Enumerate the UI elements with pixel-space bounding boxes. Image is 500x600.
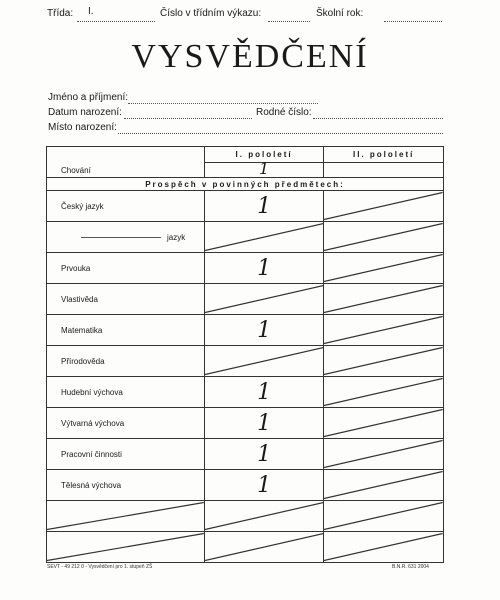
- grade-first-term[interactable]: [204, 222, 324, 253]
- grade-value: 1: [257, 193, 272, 219]
- birth-place-field[interactable]: [118, 133, 443, 134]
- grade-second-term[interactable]: [324, 532, 444, 563]
- subject-label-cell: [47, 501, 205, 532]
- language-blank[interactable]: [81, 237, 161, 238]
- grade-first-term[interactable]: [204, 439, 324, 470]
- strike-line: [324, 408, 443, 438]
- header-row: [47, 147, 444, 163]
- strike-line: [205, 501, 324, 531]
- subject-row: [47, 408, 444, 439]
- subject-label: jazyk: [167, 232, 186, 242]
- grade-second-term[interactable]: [324, 501, 444, 532]
- footer-right: B.N.R. 631 2004: [392, 564, 429, 570]
- section-title: Prospěch v povinných předmětech:: [47, 178, 444, 191]
- first-term-header: I. pololetí: [204, 147, 324, 163]
- grade-first-term[interactable]: [204, 315, 324, 346]
- strike-line: [324, 346, 443, 376]
- subject-label: Matematika: [61, 325, 103, 335]
- grade-second-term[interactable]: [324, 191, 444, 222]
- school-year-field[interactable]: [384, 21, 442, 22]
- strike-line: [324, 191, 443, 221]
- birth-date-field[interactable]: [124, 118, 252, 119]
- birth-date-label: Datum narození:: [48, 107, 122, 118]
- grade-first-term[interactable]: [204, 346, 324, 377]
- subject-row: [47, 253, 444, 284]
- strike-line: [205, 284, 324, 314]
- grade-second-term[interactable]: [324, 470, 444, 501]
- class-value: I.: [88, 6, 94, 17]
- grade-first-term[interactable]: [204, 501, 324, 532]
- class-label: Třída:: [47, 8, 74, 19]
- grade-value: 1: [257, 410, 272, 436]
- strike-line: [205, 346, 324, 376]
- grade-value: 1: [257, 255, 272, 281]
- strike-line: [205, 222, 324, 252]
- subject-label: Pracovní činnosti: [61, 449, 122, 459]
- strike-line: [324, 470, 443, 500]
- subject-label: Český jazyk: [61, 201, 104, 211]
- birth-place-label: Místo narození:: [48, 122, 117, 133]
- grade-first-term[interactable]: [204, 191, 324, 222]
- name-field[interactable]: [128, 103, 318, 104]
- grade-first-term[interactable]: [204, 284, 324, 315]
- behavior-grade: 1: [259, 159, 270, 179]
- subject-row: [47, 284, 444, 315]
- strike-line: [47, 532, 204, 562]
- subject-label: Hudební výchova: [61, 387, 123, 397]
- grade-first-term[interactable]: [204, 253, 324, 284]
- document-title: VYSVĚDČENÍ: [131, 38, 369, 75]
- subject-label-cell: [47, 315, 205, 346]
- subject-row: [47, 222, 444, 253]
- grades-table: [46, 146, 444, 563]
- strike-line: [324, 284, 443, 314]
- grade-second-term[interactable]: [324, 377, 444, 408]
- behavior-grade-second[interactable]: [324, 162, 444, 178]
- name-label: Jméno a příjmení:: [48, 92, 129, 103]
- grade-second-term[interactable]: [324, 222, 444, 253]
- subject-label-cell: [47, 346, 205, 377]
- birth-number-label: Rodné číslo:: [256, 107, 312, 118]
- subject-label: Výtvarná výchova: [61, 418, 125, 428]
- strike-line: [324, 315, 443, 345]
- subject-label-cell: [47, 284, 205, 315]
- grade-value: 1: [257, 317, 272, 343]
- subject-label: Přírodověda: [61, 356, 105, 366]
- strike-line: [324, 222, 443, 252]
- grade-second-term[interactable]: [324, 315, 444, 346]
- grade-first-term[interactable]: [204, 470, 324, 501]
- subject-label-cell: [47, 377, 205, 408]
- strike-line: [324, 377, 443, 407]
- behavior-grade-first[interactable]: [204, 159, 324, 179]
- grade-value: 1: [257, 441, 272, 467]
- subject-row: [47, 191, 444, 222]
- strike-line: [324, 439, 443, 469]
- subject-label-cell: [47, 439, 205, 470]
- section-row: [47, 178, 444, 191]
- footer-left: SEVT - 49 212 0 - Vysvědčení pro 1. stupeň ZŠ: [47, 564, 153, 570]
- strike-line: [324, 253, 443, 283]
- grade-first-term[interactable]: [204, 532, 324, 563]
- subject-label: Vlastivěda: [61, 294, 98, 304]
- grade-value: 1: [257, 472, 272, 498]
- subject-label: Prvouka: [61, 263, 91, 273]
- birth-number-field[interactable]: [313, 118, 443, 119]
- grade-second-term[interactable]: [324, 346, 444, 377]
- subject-row: [47, 501, 444, 532]
- second-term-header: II. pololetí: [324, 147, 444, 163]
- subject-row: [47, 377, 444, 408]
- subject-row: [47, 439, 444, 470]
- subject-row: [47, 470, 444, 501]
- grade-second-term[interactable]: [324, 253, 444, 284]
- strike-line: [324, 532, 443, 562]
- register-number-label: Číslo v třídním výkazu:: [160, 8, 262, 19]
- grade-second-term[interactable]: [324, 439, 444, 470]
- strike-line: [324, 501, 443, 531]
- subject-label-cell: [47, 408, 205, 439]
- school-year-label: Školní rok:: [316, 8, 364, 19]
- grade-first-term[interactable]: [204, 377, 324, 408]
- behavior-label: Chování: [47, 147, 205, 178]
- subject-label: Tělesná výchova: [61, 480, 122, 490]
- grade-value: 1: [257, 379, 272, 405]
- subject-row: [47, 532, 444, 563]
- grade-second-term[interactable]: [324, 284, 444, 315]
- subject-label-cell: [47, 470, 205, 501]
- class-field[interactable]: [77, 21, 155, 22]
- subject-label-cell: [47, 253, 205, 284]
- strike-line: [205, 532, 324, 562]
- register-number-field[interactable]: [268, 21, 310, 22]
- strike-line: [47, 501, 204, 531]
- subject-label-cell: [47, 222, 205, 253]
- grade-first-term[interactable]: [204, 408, 324, 439]
- subject-label-cell: [47, 532, 205, 563]
- subject-row: [47, 315, 444, 346]
- subject-row: [47, 346, 444, 377]
- subject-label-cell: [47, 191, 205, 222]
- grade-second-term[interactable]: [324, 408, 444, 439]
